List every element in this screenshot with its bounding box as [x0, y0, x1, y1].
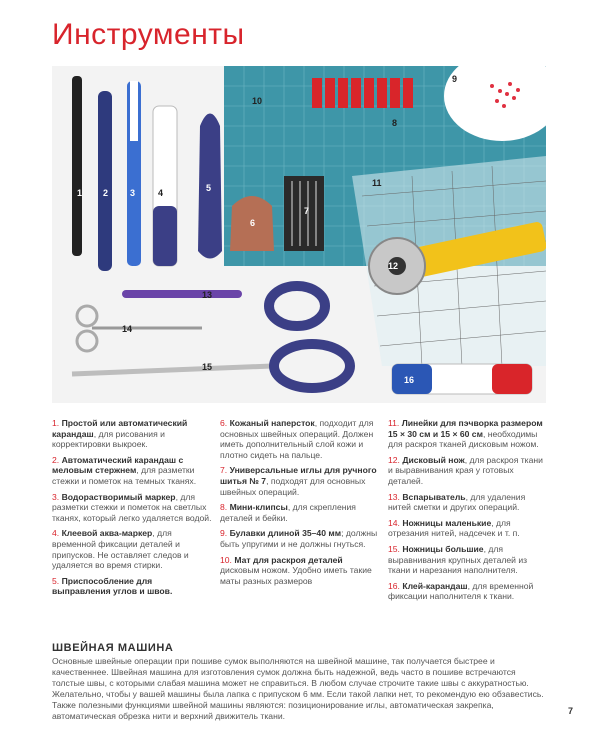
- photo-number: 3: [130, 188, 136, 198]
- item-description: , подходят для основных швейных операций.: [220, 475, 366, 497]
- item-description: , необходимы для раскроя тканей дисковым ножом.: [388, 428, 539, 450]
- list-item: [388, 544, 548, 576]
- item-title: Автоматический карандаш с меловым стержнем: [52, 454, 184, 476]
- tools-photo: [52, 66, 546, 403]
- photo-number: 11: [372, 178, 382, 188]
- list-item: [220, 555, 380, 587]
- item-title: Универсальные иглы для ручного шитья № 7: [220, 465, 377, 486]
- item-title: Дисковый нож: [402, 454, 465, 465]
- item-description: , подходит для основных швейных операций. Должен иметь дополнительный слой кожи и плотно сидеть на пальце.: [220, 418, 374, 460]
- item-number: 11.: [388, 418, 400, 428]
- list-item: [220, 528, 380, 549]
- photo-number: 4: [158, 188, 164, 198]
- item-title: Клей-карандаш: [402, 580, 468, 591]
- list-item: [388, 418, 548, 450]
- item-number: 6.: [220, 418, 228, 428]
- page-title: Инструменты: [52, 18, 245, 51]
- item-description: , для скрепления деталей и бейки.: [220, 502, 356, 523]
- item-title: Вспарыватель: [402, 491, 466, 502]
- item-number: 5.: [52, 575, 60, 586]
- list-item: [220, 465, 380, 497]
- item-number: 1.: [52, 418, 60, 428]
- item-number: 10.: [220, 554, 232, 565]
- item-title: Мат для раскроя деталей: [234, 554, 343, 565]
- page-number: 7: [568, 706, 574, 716]
- item-description: , для разметки стежки и пометок на светлых тканях, который легко удаляется водой.: [52, 491, 212, 523]
- chalk-pencil: [98, 91, 112, 271]
- item-description: дисковым ножом. Удобно иметь такие маты разных размеров: [220, 565, 372, 586]
- tools-list-column-2: [220, 418, 380, 591]
- photo-number: 9: [452, 74, 458, 84]
- item-title: Приспособление для выправления углов и швов.: [52, 575, 173, 597]
- item-description: , для раскроя ткани и выравнивания края у готовых деталей.: [388, 454, 543, 486]
- item-title: Клеевой аква-маркер: [61, 528, 153, 539]
- item-title: Ножницы маленькие: [402, 517, 492, 528]
- photo-number: 16: [404, 375, 415, 385]
- item-number: 7.: [220, 465, 228, 476]
- pencil: [72, 76, 82, 256]
- item-number: 15.: [388, 543, 400, 554]
- photo-number: 7: [304, 206, 310, 216]
- item-number: 4.: [52, 528, 60, 539]
- photo-number: 6: [250, 218, 256, 228]
- item-description: , для удаления нитей сметки и других операций.: [388, 491, 526, 513]
- photo-number: 14: [122, 324, 133, 334]
- item-description: , для отрезания нитей, надсечек и т. п.: [388, 517, 520, 539]
- item-title: Мини-клипсы: [229, 502, 288, 513]
- item-description: , для рисования и корректировки выкроек.: [52, 428, 165, 450]
- item-title: Водорастворимый маркер: [61, 491, 176, 502]
- list-item: [388, 518, 548, 539]
- list-item: [52, 492, 212, 524]
- photo-number: 2: [103, 188, 109, 198]
- item-number: 9.: [220, 528, 228, 539]
- list-item: [52, 576, 212, 597]
- photo-number: 12: [388, 261, 399, 271]
- seam-ripper: [122, 290, 242, 298]
- item-title: Булавки длиной 35–40 мм: [229, 528, 342, 539]
- list-item: [388, 492, 548, 513]
- item-number: 3.: [52, 491, 60, 502]
- photo-number: 10: [252, 96, 263, 106]
- list-item: [52, 528, 212, 570]
- item-number: 2.: [52, 454, 60, 465]
- photo-number: 1: [77, 188, 83, 198]
- photo-number: 8: [392, 118, 398, 128]
- item-title: Линейки для пэчворка размером 15 × 30 см и 15 × 60 см: [388, 418, 543, 439]
- list-item: [220, 418, 380, 460]
- item-number: 8.: [220, 502, 228, 513]
- list-item: [388, 455, 548, 487]
- photo-number: 15: [202, 362, 213, 372]
- item-description: , для временной фиксации деталей и припусков. Не оставляет следов и удаляется во время стирки.: [52, 528, 189, 571]
- list-item: [220, 502, 380, 523]
- tools-illustration: [52, 66, 546, 403]
- section-title: ШВЕЙНАЯ МАШИНА: [52, 642, 174, 654]
- photo-number: 5: [206, 183, 212, 193]
- item-number: 14.: [388, 517, 400, 528]
- tools-list-column-3: [388, 418, 548, 607]
- item-title: Кожаный наперсток: [229, 418, 315, 428]
- section-text: Основные швейные операции при пошиве сумок выполняются на швейной машине, так получается быстрее и качественнее. Швейная машина для изготовления сумок должна быть надежной, ведь часто в пошиве встречаются толстые швы, с которыми слабая машина может не справиться. В любом случае строчите такие швы с аккуратностью. Желательно, чтобы у вашей машины была лапка с припуском 6 мм. Если такой лапки нет, то рекомендую ею обзавестись. Также полезными функциями швейной машины являются: позиционирование иглы, автоматическая закрепка, автоматическая обрезка нити и верхний движитель ткани.: [52, 656, 544, 721]
- list-item: [52, 455, 212, 487]
- item-title: Простой или автоматический карандаш: [52, 418, 188, 439]
- list-item: [388, 581, 548, 602]
- item-title: Ножницы большие: [402, 543, 484, 554]
- item-description: , для выравнивания крупных деталей из ткани и нарезания наполнителя.: [388, 543, 528, 576]
- list-item: [52, 418, 212, 450]
- item-number: 13.: [388, 491, 400, 502]
- photo-number: 13: [202, 290, 213, 300]
- item-description: ; должны быть упругими и не должны гнуться.: [220, 528, 378, 549]
- tools-list-column-1: [52, 418, 212, 602]
- item-description: , для разметки стежки и пометок на темных тканях.: [52, 465, 197, 486]
- item-number: 12.: [388, 454, 400, 465]
- item-description: , для временной фиксации наполнителя к ткани.: [388, 580, 534, 602]
- item-number: 16.: [388, 580, 400, 591]
